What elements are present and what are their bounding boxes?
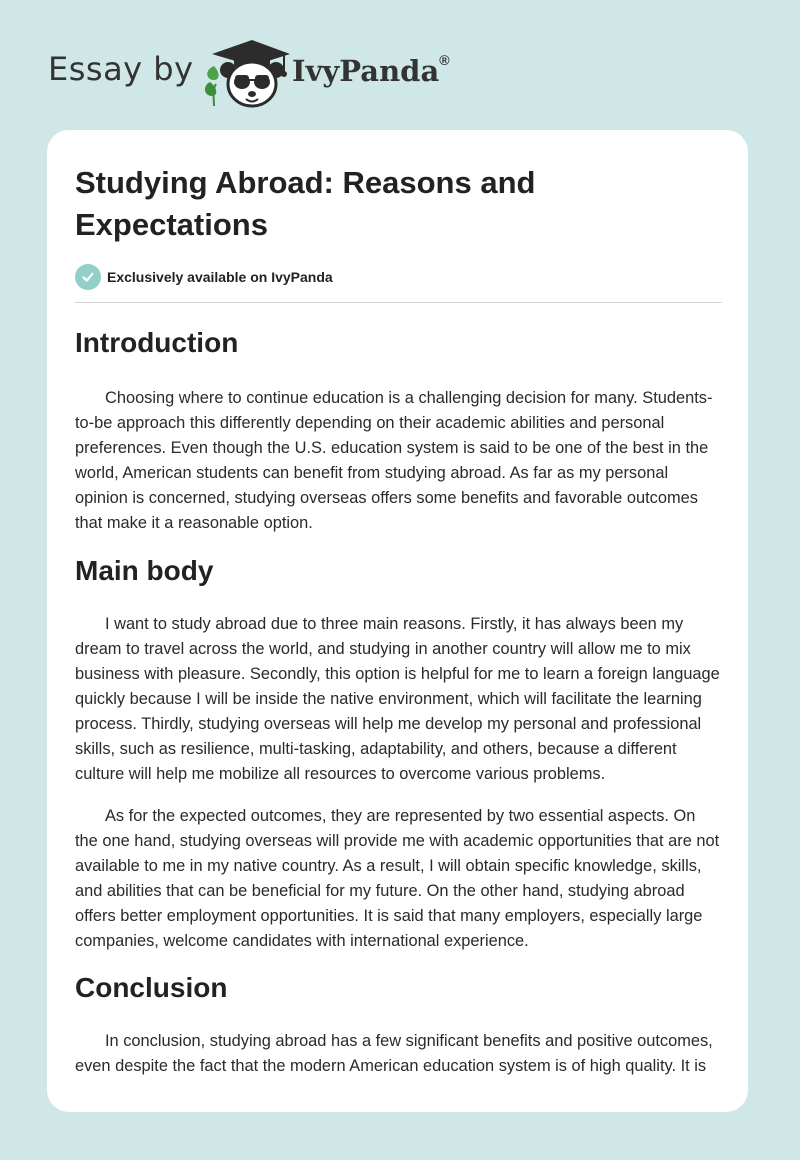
title-divider bbox=[75, 302, 722, 303]
exclusive-label: Exclusively available on IvyPanda bbox=[107, 269, 333, 285]
section-heading-conclusion: Conclusion bbox=[75, 972, 228, 1003]
brand-logo-text[interactable] bbox=[292, 54, 450, 88]
registered-mark: ® bbox=[439, 52, 450, 68]
exclusive-badge bbox=[75, 263, 333, 291]
paragraph-introduction: Choosing where to continue education is a challenging decision for many. Students-to-be approach this differently depending on their academic abilities and personal preferences. Even though the U.S. education system is said to be one of the best in the world, American students can benefit from studying abroad. As far as my personal opinion is concerned, studying overseas offers some benefits and favorable outcomes that make it a reasonable option. bbox=[75, 389, 713, 532]
essay-by-label: Essay by bbox=[48, 50, 194, 88]
essay-title: Studying Abroad: Reasons and Expectations bbox=[75, 165, 536, 242]
brand-name: IvyPanda bbox=[292, 54, 440, 88]
paragraph-main-body-1: I want to study abroad due to three main reasons. Firstly, it has always been my dream to travel across the world, and studying in another country will allow me to mix business with pleasure. Secondly, this option is helpful for me to learn a foreign language quickly because I will be inside the native environment, which will facilitate the learning process. Thirdly, studying overseas will help me develop my personal and professional skills, such as resilience, multi-tasking, adaptability, and others, because a different culture will help me mobilize all resources to overcome various problems. bbox=[75, 615, 720, 783]
essay-card bbox=[47, 130, 748, 1112]
paragraph-main-body-2: As for the expected outcomes, they are represented by two essential aspects. On the one hand, studying overseas will provide me with academic opportunities that are not available to me in my native country. As a result, I will obtain specific knowledge, skills, and abilities that can be beneficial for my future. On the other hand, studying abroad offers better employment opportunities. It is said that many employers, especially large companies, welcome candidates with international experience. bbox=[75, 807, 720, 950]
paragraph-conclusion: In conclusion, studying abroad has a few significant benefits and positive outcomes, even despite the fact that the modern American education system is of high quality. It is bbox=[75, 1032, 713, 1075]
check-circle-icon bbox=[75, 264, 101, 290]
site-header bbox=[0, 0, 800, 120]
panda-graduate-icon[interactable] bbox=[200, 36, 292, 110]
section-heading-main-body: Main body bbox=[75, 555, 214, 586]
section-heading-introduction: Introduction bbox=[75, 327, 239, 358]
